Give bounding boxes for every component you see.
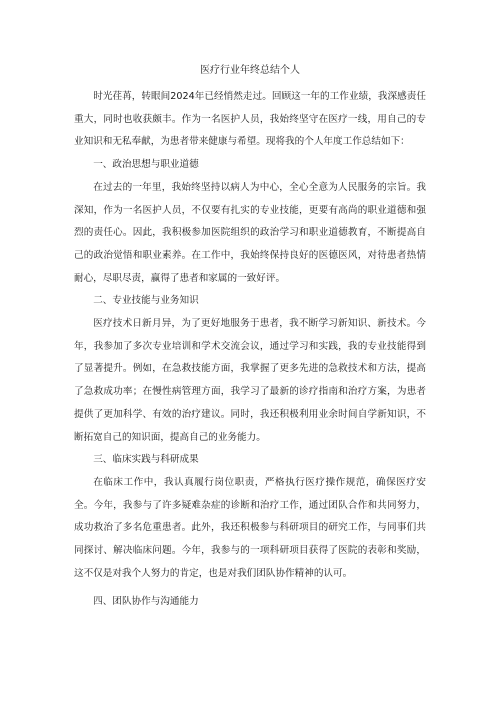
section-4-heading: 四、团队协作与沟通能力 [93,596,199,608]
intro-paragraph: 时光荏苒，转眼间2024年已经悄然走过。回顾这一年的工作业绩，我深感责任重大，同时也收获颇丰。作为一名医护人员，我始终坚守在医疗一线，用自己的专业知识和无私奉献，为患者带来健康与希望。现将我的个人年度工作总结如下： [74,91,426,148]
section-2-body: 医疗技术日新月异，为了更好地服务于患者，我不断学习新知识、新技术。今年，我参加了多次专业培训和学术交流会议，通过学习和实践，我的专业技能得到了显著提升。例如，在急救技能方面，我掌握了更多先进的急救技术和方法，提高了急救成功率；在慢性病管理方面，我学习了最新的诊疗指南和治疗方案，为患者提供了更加科学、有效的治疗建议。同时，我还积极利用业余时间自学新知识，不断拓宽自己的知识面，提高自己的业务能力。 [74,318,426,443]
section-3-heading: 三、临床实践与科研成果 [93,454,199,466]
section-1-body: 在过去的一年里，我始终坚持以病人为中心，全心全意为人民服务的宗旨。我深知，作为一名医护人员，不仅要有扎实的专业技能，更要有高尚的职业道德和强烈的责任心。因此，我积极参加医院组织的政治学习和职业道德教育，不断提高自己的政治觉悟和职业素养。在工作中，我始终保持良好的医德医风，对待患者热情耐心，尽职尽责，赢得了患者和家属的一致好评。 [74,181,426,284]
section-3-body: 在临床工作中，我认真履行岗位职责，严格执行医疗操作规范，确保医疗安全。今年，我参与了许多疑难杂症的诊断和治疗工作，通过团队合作和共同努力，成功救治了多名危重患者。此外，我还积极参与科研项目的研究工作，与同事们共同探讨、解决临床问题。今年，我参与的一项科研项目获得了医院的表彰和奖励，这不仅是对我个人努力的肯定，也是对我们团队协作精神的认可。 [74,476,426,579]
section-2-heading: 二、专业技能与业务知识 [93,295,199,307]
document-title: 医疗行业年终总结个人 [200,65,300,76]
section-1-heading: 一、政治思想与职业道德 [93,159,199,171]
